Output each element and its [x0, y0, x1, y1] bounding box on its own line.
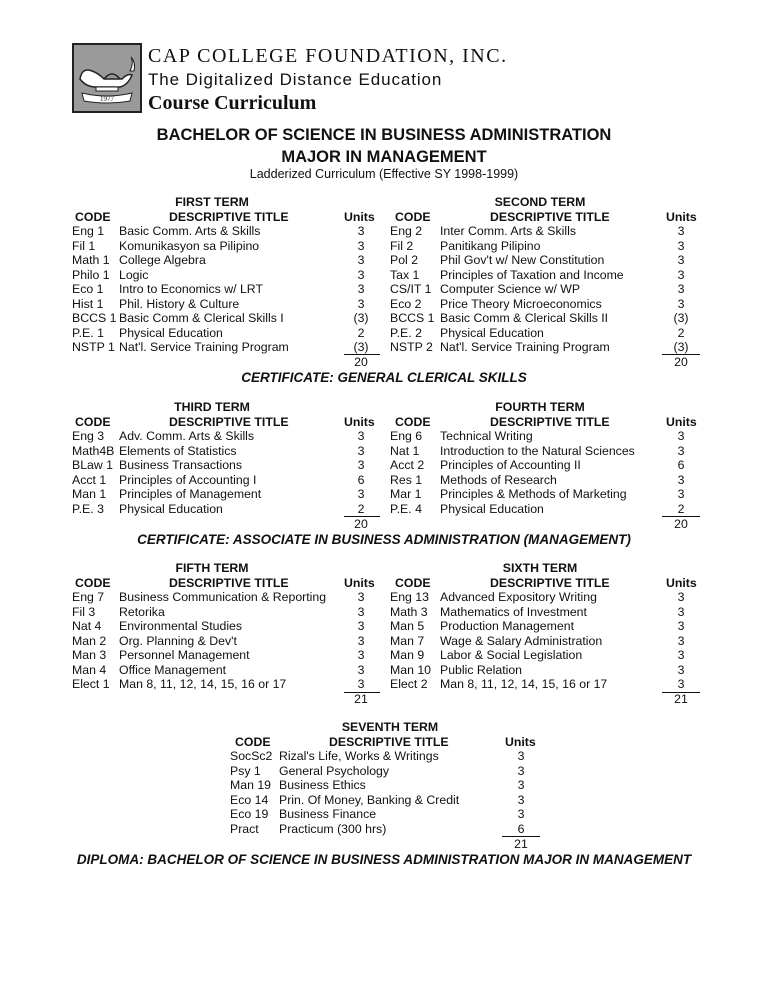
course-code: BLaw 1	[72, 458, 114, 472]
course-code: Man 1	[72, 487, 107, 501]
title-header: DESCRIPTIVE TITLE	[169, 575, 289, 590]
course-title: General Psychology	[279, 763, 390, 778]
course-title: Physical Education	[440, 325, 544, 340]
course-code: Eco 2	[390, 296, 422, 311]
code-header: CODE	[75, 575, 111, 590]
course-units: 3	[357, 619, 365, 633]
course-title: Advanced Expository Writing	[440, 590, 597, 604]
course-units: (3)	[353, 311, 369, 325]
course-code: SocSc2	[230, 749, 273, 763]
course-title: Price Theory Microeconomics	[440, 296, 602, 311]
course-code: Philo 1	[72, 267, 110, 282]
course-code: Elect 1	[72, 677, 110, 691]
course-title: Business Finance	[279, 807, 377, 821]
course-units: 3	[677, 224, 685, 238]
units-header: Units	[505, 734, 536, 749]
course-units: 3	[357, 282, 365, 296]
course-units: 3	[677, 472, 685, 487]
org-name: CAP COLLEGE FOUNDATION, INC.	[148, 45, 508, 67]
course-code: Acct 2	[390, 458, 425, 472]
course-code: CS/IT 1	[390, 282, 432, 296]
course-units: 3	[677, 296, 685, 311]
course-code: Res 1	[390, 472, 423, 487]
course-units: 3	[357, 224, 365, 238]
course-units: 3	[357, 677, 365, 691]
course-units: (3)	[353, 340, 369, 354]
course-code: NSTP 2	[390, 340, 433, 354]
college-logo	[72, 43, 142, 113]
course-units: 3	[677, 590, 685, 604]
course-title: Business Communication & Reporting	[119, 590, 327, 604]
course-title: Phil. History & Culture	[119, 296, 240, 311]
course-title: Man 8, 11, 12, 14, 15, 16 or 17	[440, 677, 608, 691]
course-units: 3	[357, 443, 365, 458]
course-title: Physical Education	[119, 501, 223, 516]
course-units: 2	[677, 501, 685, 516]
course-title: Principles of Taxation and Income	[440, 267, 624, 282]
course-title: Logic	[119, 267, 149, 282]
course-title: Public Relation	[440, 662, 523, 677]
term-total-units: 20	[674, 516, 688, 531]
course-code: Man 10	[390, 662, 432, 677]
program-title-line2: MAJOR IN MANAGEMENT	[281, 148, 487, 166]
term-total-units: 21	[354, 692, 368, 706]
course-units: 3	[677, 662, 685, 677]
course-code: Eng 6	[390, 429, 423, 443]
title-header: DESCRIPTIVE TITLE	[329, 734, 449, 749]
course-title: Physical Education	[440, 501, 544, 516]
course-units: 3	[517, 778, 525, 792]
course-code: Acct 1	[72, 472, 107, 487]
units-header: Units	[666, 209, 697, 224]
term-name: THIRD TERM	[174, 400, 250, 414]
course-code: Man 3	[72, 648, 107, 662]
course-code: P.E. 1	[72, 325, 104, 340]
course-title: Principles of Accounting I	[119, 472, 257, 487]
course-code: Man 9	[390, 648, 425, 662]
course-title: Environmental Studies	[119, 619, 243, 633]
course-title: Office Management	[119, 662, 227, 677]
course-code: Math4B	[72, 443, 115, 458]
title-header: DESCRIPTIVE TITLE	[169, 414, 289, 429]
course-units: 3	[517, 807, 525, 821]
course-code: Eng 13	[390, 590, 429, 604]
course-code: Eng 1	[72, 224, 105, 238]
term-total-units: 21	[674, 692, 688, 706]
course-code: BCCS 1	[390, 311, 435, 325]
logo-year: 1977	[100, 95, 114, 103]
course-units: 3	[677, 282, 685, 296]
course-code: Man 5	[390, 619, 425, 633]
course-title: Computer Science w/ WP	[440, 282, 581, 296]
course-units: 3	[357, 590, 365, 604]
course-title: Inter Comm. Arts & Skills	[440, 224, 576, 238]
course-units: 3	[677, 604, 685, 619]
course-units: 3	[357, 662, 365, 677]
code-header: CODE	[395, 414, 431, 429]
course-title: Personnel Management	[119, 648, 250, 662]
course-code: Man 2	[72, 633, 107, 648]
course-title: Principles of Management	[119, 487, 262, 501]
course-code: P.E. 2	[390, 325, 422, 340]
course-title: Business Transactions	[119, 458, 243, 472]
course-code: P.E. 4	[390, 501, 422, 516]
course-title: Panitikang Pilipino	[440, 238, 541, 253]
course-units: 3	[357, 633, 365, 648]
units-header: Units	[344, 575, 375, 590]
term-name: FOURTH TERM	[495, 400, 585, 414]
course-title: Basic Comm & Clerical Skills I	[119, 311, 284, 325]
course-units: (3)	[673, 340, 689, 354]
course-title: Wage & Salary Administration	[440, 633, 603, 648]
course-code: Psy 1	[230, 763, 261, 778]
course-units: 3	[677, 487, 685, 501]
course-units: 3	[357, 238, 365, 253]
course-title: Retorika	[119, 604, 165, 619]
course-code: Pract	[230, 821, 259, 836]
course-units: 3	[677, 429, 685, 443]
course-code: Eng 7	[72, 590, 105, 604]
course-units: 3	[677, 253, 685, 267]
course-title: Methods of Research	[440, 472, 557, 487]
code-header: CODE	[75, 414, 111, 429]
course-code: Mar 1	[390, 487, 422, 501]
course-units: 6	[677, 458, 685, 472]
course-units: 3	[677, 443, 685, 458]
course-units: 3	[517, 749, 525, 763]
course-units: 6	[517, 821, 525, 836]
term-name: FIFTH TERM	[175, 561, 249, 575]
lamp-of-knowledge-icon	[74, 45, 140, 111]
course-code: Man 4	[72, 662, 107, 677]
course-title: College Algebra	[119, 253, 206, 267]
course-title: Practicum (300 hrs)	[279, 821, 387, 836]
program-title-line1: BACHELOR OF SCIENCE IN BUSINESS ADMINISTRATION	[156, 126, 612, 144]
course-units: (3)	[673, 311, 689, 325]
course-code: BCCS 1	[72, 311, 117, 325]
course-title: Elements of Statistics	[119, 443, 237, 458]
code-header: CODE	[75, 209, 111, 224]
units-header: Units	[344, 414, 375, 429]
term-total-units: 21	[514, 836, 528, 851]
course-code: Nat 4	[72, 619, 102, 633]
course-title: Production Management	[440, 619, 574, 633]
org-subtitle: The Digitalized Distance Education	[148, 70, 443, 89]
course-units: 2	[357, 325, 365, 340]
course-code: Eng 3	[72, 429, 105, 443]
course-title: Prin. Of Money, Banking & Credit	[279, 792, 460, 807]
diploma-label: DIPLOMA: BACHELOR OF SCIENCE IN BUSINESS ADMINISTRATION MAJOR IN MANAGEMENT	[76, 852, 692, 867]
course-title: Org. Planning & Dev't	[119, 633, 237, 648]
course-units: 3	[677, 677, 685, 691]
course-code: Fil 1	[72, 238, 96, 253]
course-code: Hist 1	[72, 296, 104, 311]
course-title: Adv. Comm. Arts & Skills	[119, 429, 255, 443]
course-units: 3	[357, 429, 365, 443]
course-units: 2	[357, 501, 365, 516]
units-header: Units	[666, 575, 697, 590]
course-title: Labor & Social Legislation	[440, 648, 583, 662]
term-name: SIXTH TERM	[502, 561, 578, 575]
course-code: Man 19	[230, 778, 272, 792]
course-title: Intro to Economics w/ LRT	[119, 282, 263, 296]
certificate-label: CERTIFICATE: GENERAL CLERICAL SKILLS	[241, 370, 527, 385]
course-title: Principles of Accounting II	[440, 458, 581, 472]
course-title: Technical Writing	[440, 429, 533, 443]
course-title: Physical Education	[119, 325, 223, 340]
course-units: 3	[677, 267, 685, 282]
code-header: CODE	[395, 575, 431, 590]
code-header: CODE	[395, 209, 431, 224]
course-units: 3	[357, 253, 365, 267]
course-code: Man 7	[390, 633, 425, 648]
course-units: 3	[357, 296, 365, 311]
course-title: Nat'l. Service Training Program	[440, 340, 610, 354]
course-units: 3	[677, 633, 685, 648]
course-code: Pol 2	[390, 253, 419, 267]
course-title: Nat'l. Service Training Program	[119, 340, 289, 354]
title-header: DESCRIPTIVE TITLE	[490, 209, 610, 224]
course-code: Elect 2	[390, 677, 428, 691]
course-title: Man 8, 11, 12, 14, 15, 16 or 17	[119, 677, 287, 691]
term-name: SEVENTH TERM	[341, 720, 439, 734]
course-units: 2	[677, 325, 685, 340]
course-units: 3	[677, 648, 685, 662]
course-code: NSTP 1	[72, 340, 115, 354]
term-name: SECOND TERM	[494, 195, 586, 209]
course-title: Business Ethics	[279, 778, 366, 792]
course-code: Math 3	[390, 604, 428, 619]
course-units: 3	[517, 792, 525, 807]
course-units: 3	[517, 763, 525, 778]
course-code: Tax 1	[390, 267, 420, 282]
course-units: 3	[357, 487, 365, 501]
course-title: Introduction to the Natural Sciences	[440, 443, 635, 458]
document-title: Course Curriculum	[148, 92, 317, 114]
ladderized-note: Ladderized Curriculum (Effective SY 1998-1999)	[249, 167, 519, 181]
title-header: DESCRIPTIVE TITLE	[490, 414, 610, 429]
course-code: P.E. 3	[72, 501, 104, 516]
term-total-units: 20	[674, 354, 688, 369]
course-code: Eco 1	[72, 282, 104, 296]
course-title: Komunikasyon sa Pilipino	[119, 238, 260, 253]
course-units: 3	[357, 267, 365, 282]
course-units: 3	[357, 648, 365, 662]
title-header: DESCRIPTIVE TITLE	[490, 575, 610, 590]
term-name: FIRST TERM	[175, 195, 249, 209]
certificate-label: CERTIFICATE: ASSOCIATE IN BUSINESS ADMINISTRATION (MANAGEMENT)	[137, 532, 631, 547]
title-header: DESCRIPTIVE TITLE	[169, 209, 289, 224]
course-title: Phil Gov't w/ New Constitution	[440, 253, 605, 267]
course-title: Rizal's Life, Works & Writings	[279, 749, 439, 763]
course-units: 3	[357, 604, 365, 619]
course-title: Basic Comm. Arts & Skills	[119, 224, 261, 238]
term-total-units: 20	[354, 354, 368, 369]
course-code: Math 1	[72, 253, 110, 267]
course-units: 3	[677, 238, 685, 253]
course-code: Eng 2	[390, 224, 423, 238]
course-units: 3	[357, 458, 365, 472]
course-code: Nat 1	[390, 443, 420, 458]
course-code: Eco 14	[230, 792, 269, 807]
course-units: 3	[677, 619, 685, 633]
units-header: Units	[666, 414, 697, 429]
code-header: CODE	[235, 734, 271, 749]
course-units: 6	[357, 472, 365, 487]
term-total-units: 20	[354, 516, 368, 531]
course-code: Fil 2	[390, 238, 414, 253]
course-title: Basic Comm & Clerical Skills II	[440, 311, 609, 325]
course-code: Eco 19	[230, 807, 269, 821]
course-title: Principles & Methods of Marketing	[440, 487, 627, 501]
course-code: Fil 3	[72, 604, 96, 619]
units-header: Units	[344, 209, 375, 224]
course-title: Mathematics of Investment	[440, 604, 587, 619]
